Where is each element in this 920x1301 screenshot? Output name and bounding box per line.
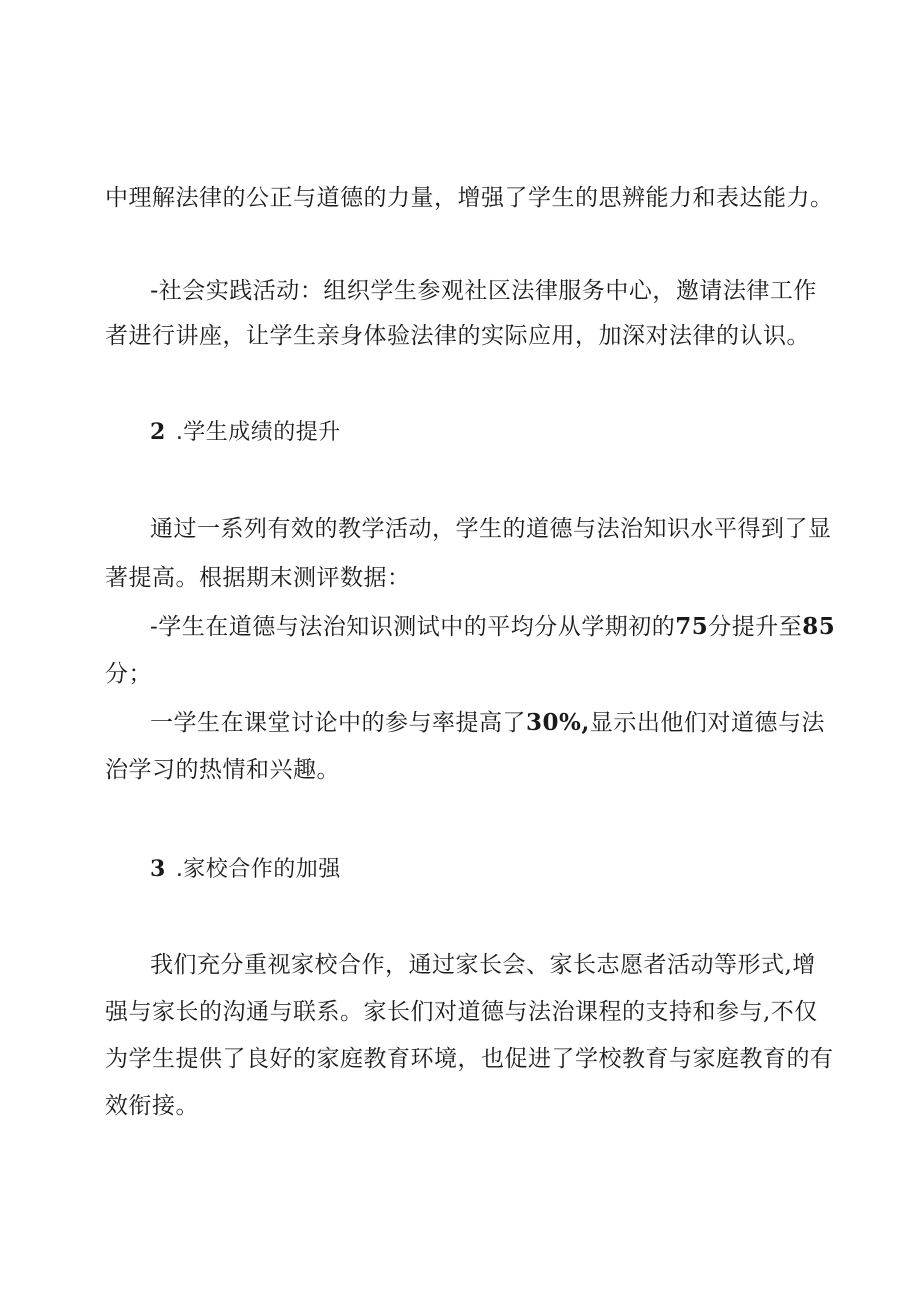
score-initial: 75 bbox=[675, 613, 709, 640]
paragraph-line: 强与家长的沟通与联系。家长们对道德与法治课程的支持和参与,不仅 bbox=[105, 999, 818, 1025]
bullet-line bbox=[150, 706, 825, 740]
section-number: 3 bbox=[150, 856, 166, 882]
bullet-text: 显示出他们对道德与法 bbox=[589, 710, 825, 736]
participation-rate: 30%, bbox=[526, 709, 590, 736]
paragraph-line: 著提高。根据期末测评数据： bbox=[105, 565, 411, 591]
paragraph-line: 分； bbox=[105, 661, 152, 687]
social-practice-line bbox=[150, 274, 817, 308]
bullet-line bbox=[150, 610, 835, 644]
section-3-heading bbox=[150, 852, 341, 887]
bullet-text: 一学生在课堂讨论中的参与率提高了 bbox=[150, 710, 526, 736]
paragraph-line: 者进行讲座，让学生亲身体验法律的实际应用，加深对法律的认识。 bbox=[105, 323, 810, 349]
paragraph-line: 通过一系列有效的教学活动，学生的道德与法治知识水平得到了显 bbox=[150, 516, 832, 542]
paragraph-line: 为学生提供了良好的家庭教育环境，也促进了学校教育与家庭教育的有 bbox=[105, 1046, 834, 1072]
social-practice-label: -社会实践活动 bbox=[150, 278, 300, 304]
paragraph-line: 治学习的热情和兴趣。 bbox=[105, 757, 340, 783]
section-title: .学生成绩的提升 bbox=[175, 420, 341, 445]
paragraph-line: 效衔接。 bbox=[105, 1093, 199, 1119]
paragraph-line: 中理解法律的公正与道德的力量，增强了学生的思辨能力和表达能力。 bbox=[105, 185, 834, 211]
bullet-text: 分提升至 bbox=[708, 614, 803, 640]
section-title: .家校合作的加强 bbox=[175, 857, 341, 882]
section-number: 2 bbox=[150, 419, 166, 445]
paragraph-line: 我们充分重视家校合作，通过家长会、家长志愿者活动等形式,增 bbox=[150, 952, 816, 978]
social-practice-text: ：组织学生参观社区法律服务中心，邀请法律工作 bbox=[299, 278, 817, 304]
section-2-heading bbox=[150, 415, 341, 450]
bullet-text: -学生在道德与法治知识测试中的平均分从学期初的 bbox=[150, 614, 676, 640]
score-final: 85 bbox=[802, 613, 836, 640]
